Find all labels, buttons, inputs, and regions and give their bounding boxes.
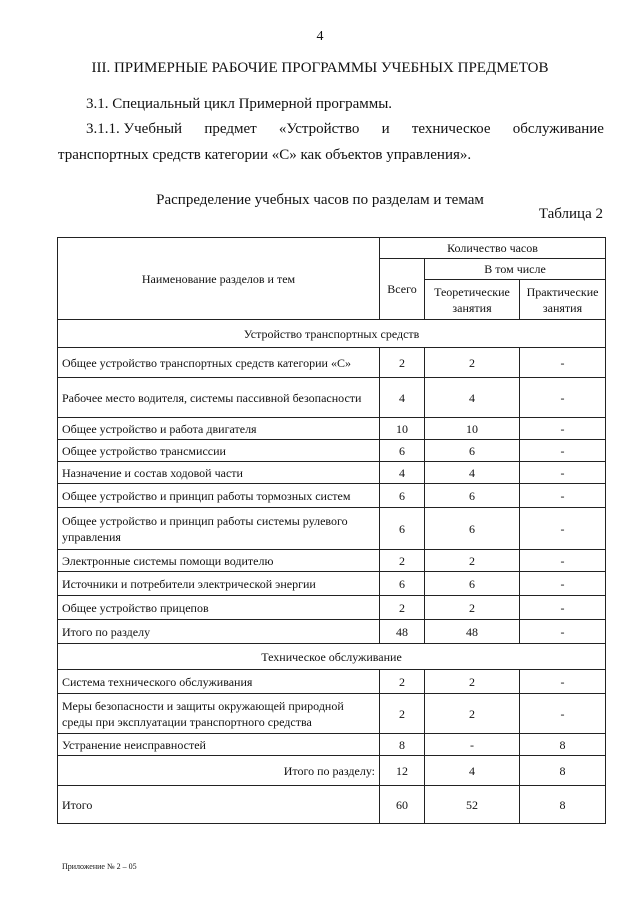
row-name: Электронные системы помощи водителю [58, 550, 380, 572]
row-practice: - [520, 508, 606, 550]
row-practice: - [520, 484, 606, 508]
row-name: Рабочее место водителя, системы пассивной безопасности [58, 378, 380, 418]
row-name: Система технического обслуживания [58, 670, 380, 694]
row-theory: - [425, 734, 520, 756]
row-total: 2 [380, 694, 425, 734]
header-practice: Практические занятия [520, 280, 606, 320]
row-total: 4 [380, 378, 425, 418]
paragraph-subject-line1 [86, 121, 604, 138]
row-name: Источники и потребители электрической энергии [58, 572, 380, 596]
grand-total-theory: 52 [425, 786, 520, 824]
row-total: 2 [380, 348, 425, 378]
row-practice: 8 [520, 756, 606, 786]
hours-table [57, 237, 606, 824]
row-theory: 4 [425, 462, 520, 484]
row-name: Общее устройство и принцип работы тормозных систем [58, 484, 380, 508]
row-total: 2 [380, 670, 425, 694]
row-practice: - [520, 440, 606, 462]
footer-note: Приложение № 2 – 05 [62, 862, 137, 871]
p2-word: техническое [411, 121, 491, 137]
row-theory: 2 [425, 550, 520, 572]
p2-word: обслуживание [512, 121, 604, 137]
paragraph-cycle: 3.1. Специальный цикл Примерной программы. [86, 96, 393, 112]
row-theory: 48 [425, 620, 520, 644]
row-total: 12 [380, 756, 425, 786]
row-total: 2 [380, 596, 425, 620]
section-title: Устройство транспортных средств [58, 320, 606, 348]
row-total: 10 [380, 418, 425, 440]
grand-total-practice: 8 [520, 786, 606, 824]
row-practice: - [520, 348, 606, 378]
p2-word: предмет [204, 121, 257, 137]
row-theory: 6 [425, 572, 520, 596]
row-theory: 6 [425, 484, 520, 508]
header-theory: Теоретические занятия [425, 280, 520, 320]
row-total: 6 [380, 440, 425, 462]
row-theory: 2 [425, 348, 520, 378]
row-practice: - [520, 670, 606, 694]
row-practice: - [520, 694, 606, 734]
row-practice: - [520, 620, 606, 644]
row-practice: - [520, 596, 606, 620]
row-total: 8 [380, 734, 425, 756]
row-practice: - [520, 550, 606, 572]
section-title: Техническое обслуживание [58, 644, 606, 670]
row-theory: 2 [425, 596, 520, 620]
row-name: Итого по разделу [58, 620, 380, 644]
p2-word: «Устройство [278, 121, 360, 137]
row-total: 48 [380, 620, 425, 644]
grand-total-name: Итого [58, 786, 380, 824]
row-practice: - [520, 572, 606, 596]
page-number: 4 [316, 29, 324, 44]
row-theory: 6 [425, 508, 520, 550]
row-name: Общее устройство транспортных средств категории «С» [58, 348, 380, 378]
row-practice: 8 [520, 734, 606, 756]
row-theory: 4 [425, 378, 520, 418]
row-name: Устранение неисправностей [58, 734, 380, 756]
row-name: Общее устройство трансмиссии [58, 440, 380, 462]
header-including: В том числе [425, 259, 606, 280]
row-total: 6 [380, 508, 425, 550]
row-practice: - [520, 462, 606, 484]
row-theory: 4 [425, 756, 520, 786]
row-name: Назначение и состав ходовой части [58, 462, 380, 484]
p2-word: и [381, 121, 390, 137]
row-theory: 2 [425, 694, 520, 734]
row-name: Меры безопасности и защиты окружающей природной среды при эксплуатации транспортного средства [58, 694, 380, 734]
row-total: 2 [380, 550, 425, 572]
row-name: Общее устройство и принцип работы системы рулевого управления [58, 508, 380, 550]
p2-word: 3.1.1. Учебный [86, 121, 183, 137]
header-total: Всего [380, 259, 425, 320]
row-total: 6 [380, 484, 425, 508]
row-practice: - [520, 418, 606, 440]
row-name: Общее устройство и работа двигателя [58, 418, 380, 440]
row-theory: 2 [425, 670, 520, 694]
header-name: Наименование разделов и тем [58, 238, 380, 320]
row-name: Итого по разделу: [58, 756, 380, 786]
grand-total-total: 60 [380, 786, 425, 824]
row-total: 6 [380, 572, 425, 596]
paragraph-subject-line2: транспортных средств категории «С» как объектов управления». [58, 147, 472, 163]
row-total: 4 [380, 462, 425, 484]
row-theory: 6 [425, 440, 520, 462]
header-hours: Количество часов [380, 238, 606, 259]
table-caption: Распределение учебных часов по разделам и темам [156, 192, 484, 208]
row-theory: 10 [425, 418, 520, 440]
row-practice: - [520, 378, 606, 418]
section-heading: III. ПРИМЕРНЫЕ РАБОЧИЕ ПРОГРАММЫ УЧЕБНЫХ ПРЕДМЕТОВ [91, 60, 549, 76]
table-label: Таблица 2 [538, 206, 603, 222]
row-name: Общее устройство прицепов [58, 596, 380, 620]
